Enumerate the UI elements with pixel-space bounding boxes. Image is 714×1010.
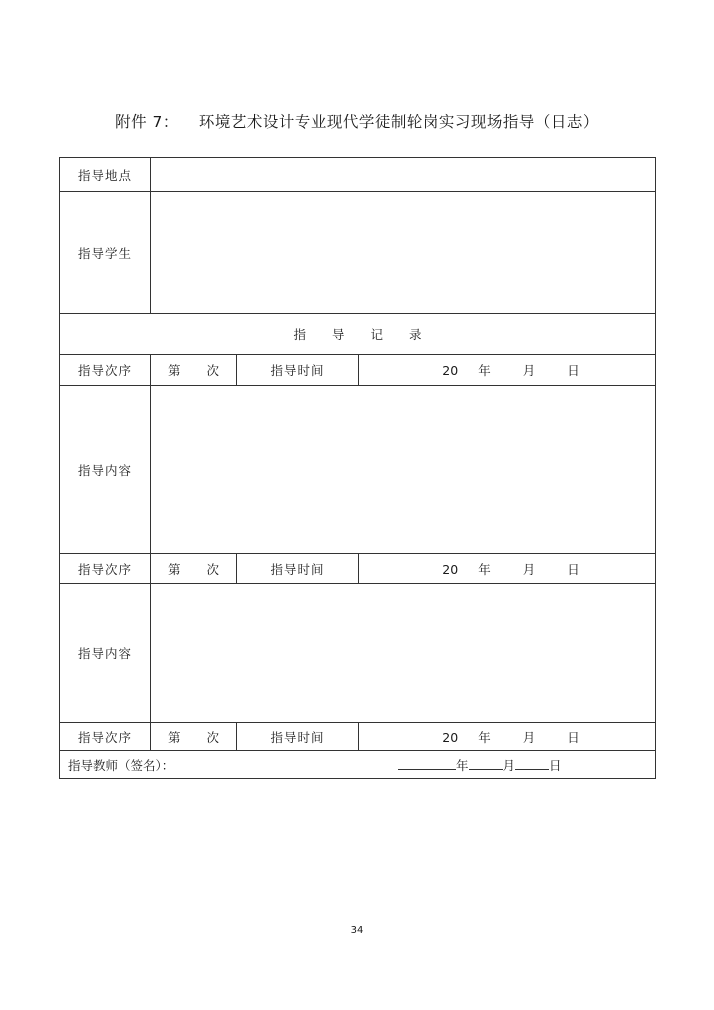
order-prefix: 第 [167, 729, 181, 745]
order-suffix: 次 [206, 729, 220, 745]
signature-day: 日 [549, 757, 562, 773]
signature-label: 指导教师（签名）： [68, 757, 175, 773]
page-title [0, 110, 714, 132]
content-field[interactable] [151, 584, 656, 723]
signature-month: 月 [502, 757, 516, 773]
year-prefix: 20 [442, 363, 459, 378]
students-label: 指导学生 [60, 192, 151, 314]
signature-year: 年 [456, 757, 469, 773]
year-label: 年 [478, 729, 491, 745]
order-suffix: 次 [206, 561, 220, 577]
session-row-3 [60, 723, 656, 751]
month-label: 月 [522, 729, 536, 745]
location-row [60, 158, 656, 192]
content-field[interactable] [151, 386, 656, 554]
order-field[interactable] [151, 355, 237, 386]
day-label: 日 [567, 561, 580, 577]
records-header-row [60, 314, 656, 355]
order-label: 指导次序 [60, 355, 151, 386]
title-text: 环境艺术设计专业现代学徒制轮岗实习现场指导（日志） [198, 113, 599, 131]
content-label: 指导内容 [60, 386, 151, 554]
location-field[interactable] [151, 158, 656, 192]
order-label: 指导次序 [60, 554, 151, 584]
time-label: 指导时间 [237, 355, 359, 386]
order-field[interactable] [151, 723, 237, 751]
signature-year-line[interactable] [398, 757, 456, 770]
order-field[interactable] [151, 554, 237, 584]
title-prefix: 附件 7： [115, 113, 179, 131]
day-label: 日 [567, 729, 580, 745]
time-label: 指导时间 [237, 554, 359, 584]
date-field[interactable] [359, 355, 656, 386]
content-label: 指导内容 [60, 584, 151, 723]
signature-day-line[interactable] [515, 757, 549, 770]
session-row-1 [60, 355, 656, 386]
guidance-log-form [59, 157, 656, 779]
month-label: 月 [522, 363, 536, 378]
page-number: 34 [350, 925, 364, 936]
order-suffix: 次 [206, 363, 220, 378]
signature-cell [60, 751, 656, 779]
year-prefix: 20 [442, 729, 459, 745]
content-row-1 [60, 386, 656, 554]
day-label: 日 [567, 363, 580, 378]
time-label: 指导时间 [237, 723, 359, 751]
year-label: 年 [478, 363, 491, 378]
year-label: 年 [478, 561, 491, 577]
date-field[interactable] [359, 723, 656, 751]
students-row [60, 192, 656, 314]
date-field[interactable] [359, 554, 656, 584]
month-label: 月 [522, 561, 536, 577]
signature-month-line[interactable] [469, 757, 503, 770]
order-prefix: 第 [167, 363, 181, 378]
order-label: 指导次序 [60, 723, 151, 751]
order-prefix: 第 [167, 561, 181, 577]
session-row-2 [60, 554, 656, 584]
signature-row [60, 751, 656, 779]
location-label: 指导地点 [60, 158, 151, 192]
records-header: 指导记录 [60, 314, 656, 355]
students-field[interactable] [151, 192, 656, 314]
year-prefix: 20 [442, 561, 459, 577]
content-row-2 [60, 584, 656, 723]
